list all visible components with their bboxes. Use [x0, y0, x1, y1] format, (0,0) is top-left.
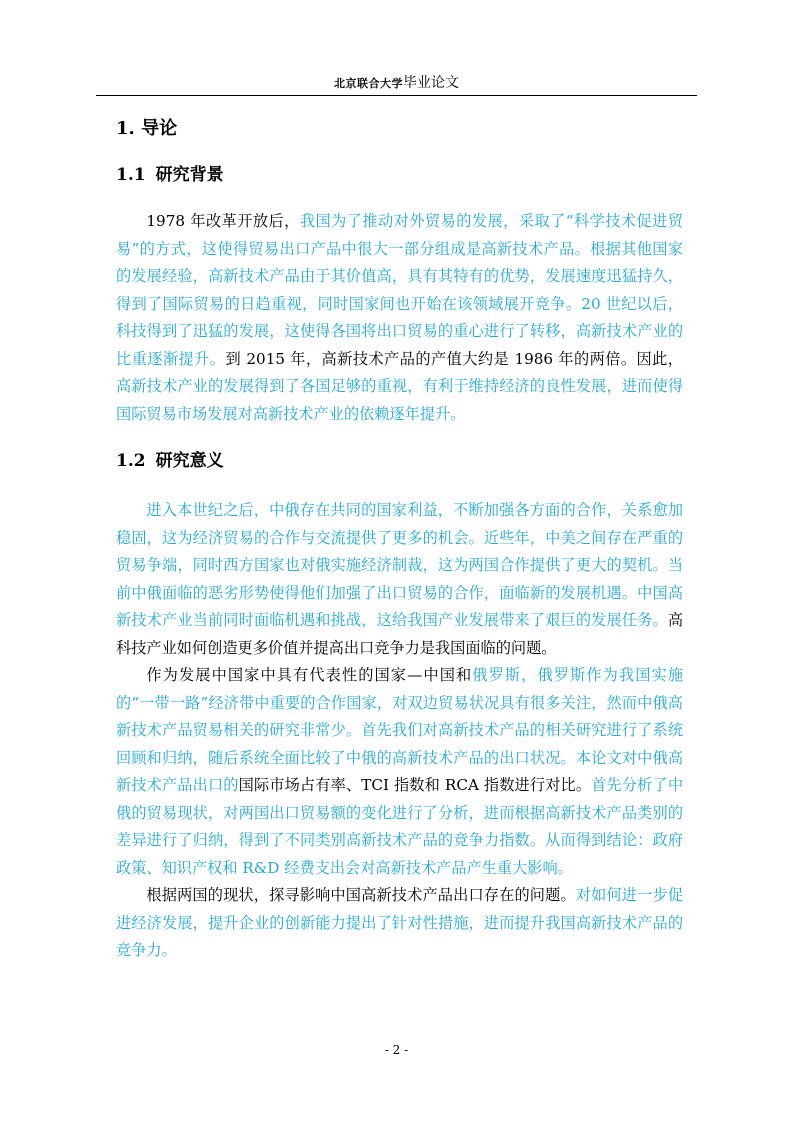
chapter-title: 导论 — [141, 118, 178, 139]
significance-paragraph-2 — [116, 662, 683, 882]
section-number: 1.1 — [116, 165, 146, 185]
page-header — [96, 74, 697, 93]
background-paragraph — [116, 208, 683, 428]
significance-paragraph-3 — [116, 882, 683, 965]
chapter-number: 1. — [116, 118, 135, 139]
text-run: 首先分析了中俄的贸易现状，对两国出口贸易额的变化进行了分析，进而根据高新技术产品类别的差异进行了归纳，得到了不同类别高新技术产品的竞争力指数。从而得到结论：政府政策、知识产权和 R&D 经费支出会对高新技术产品产生重大影响。 — [116, 776, 684, 877]
chapter-heading — [116, 116, 177, 142]
text-run: 进入本世纪之后，中俄存在共同的国家利益，不断加强各方面的合作，关系愈加稳固，这为经济贸易的合作与交流提供了更多的机会。近些年，中美之间存在严重的贸易争端，同时西方国家也对俄实施经济制裁，这为两国合作提供了更大的契机。当前中俄面临的恶劣形势使得他们加强了出口贸易的合作，面临新的发展机遇。中国高新技术产业当前同时面临机遇和挑战，这给我国产业发展带来了艰巨的发展任务。 — [116, 501, 683, 629]
significance-paragraph-block — [116, 497, 683, 965]
text-run: 俄罗斯，俄罗斯作为我国实施的“一带一路”经济带中重要的合作国家，对双边贸易状况具有很多关注，然而中俄高新技术产品贸易相关的研究非常少。首先我们对高新技术产品的相关研究进行了系统回顾和归纳，随后系统全面比较了中俄的高新技术产品的出口状况。本论文对中俄高新技术产品出口的 — [116, 666, 684, 794]
text-run: 到 2015 年，高新技术产品的产值大约是 1986 年的两倍。因此， — [225, 349, 683, 368]
text-run: 高科技产业如何创造更多价值并提高出口竞争力是我国面临的问题。 — [116, 611, 683, 657]
background-paragraph-block — [116, 208, 683, 428]
significance-paragraph-1 — [116, 497, 683, 662]
text-run: 我国为了推动对外贸易的发展，采取了“科学技术促进贸易”的方式，这使得贸易出口产品中很大一部分组成是高新技术产品。根据其他国家的发展经验，高新技术产品由于其价值高，具有其特有的优势，发展速度迅猛持久，得到了国际贸易的日趋重视，同时国家间也开始在该领域展开竞争。20 世纪以后，科技得到了迅猛的发展，这使得各国将出口贸易的重心进行了转移，高新技术产业的比重逐渐提升。 — [116, 212, 684, 368]
section-title: 研究意义 — [155, 451, 224, 471]
header-doc-type: 毕业论文 — [403, 75, 459, 91]
text-run: 国际市场占有率、TCI 指数和 RCA 指数进行对比。 — [238, 776, 592, 794]
page-number: - 2 - — [384, 1043, 409, 1057]
section-title: 研究背景 — [155, 165, 224, 185]
text-run: 作为发展中国家中具有代表性的国家—中国和 — [146, 666, 473, 684]
header-university: 北京联合大学 — [334, 77, 403, 90]
text-run: 高新技术产业的发展得到了各国足够的重视，有利于维持经济的良性发展，进而使得国际贸易市场发展对高新技术产业的依赖逐年提升。 — [116, 377, 683, 423]
section-heading-background — [116, 163, 224, 187]
section-heading-significance — [116, 449, 224, 473]
text-run: 对如何进一步促进经济发展，提升企业的创新能力提出了针对性措施，进而提升我国高新技术产品的竞争力。 — [116, 886, 683, 959]
text-run: 1978 年改革开放后， — [146, 212, 300, 230]
header-rule — [96, 95, 697, 96]
text-run: 根据两国的现状，探寻影响中国高新技术产品出口存在的问题。 — [146, 886, 576, 904]
section-number: 1.2 — [116, 451, 146, 471]
